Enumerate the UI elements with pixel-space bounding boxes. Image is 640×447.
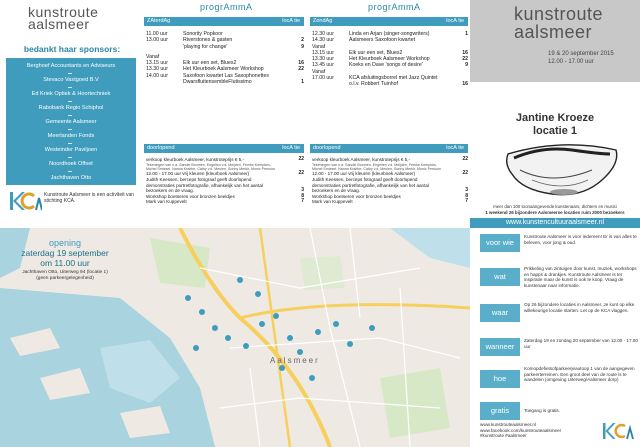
brand-header [470,0,640,82]
event-row: 13.15 uur Elk uur een set, Blues2 16 [146,60,304,67]
featured-column [470,0,640,222]
ongoing-row: demonstraties portretfotografie, afhankelijk van het aantal [146,182,263,188]
sponsor-item: Meerlanden Fonds [47,133,95,139]
sponsor-item: Berghoef Accountants en Adviseurs [26,63,116,69]
featured-artist [470,112,640,138]
text-where: Op 26 bijzondere locaties in Aalsmeer. Je kunt op elke willekeurige locatie starten. Let op de KCA vlaggen. [524,302,635,313]
divider [68,171,72,172]
saturday-header [144,17,304,26]
sculpture-bowl-image [502,140,622,200]
sunday-ongoing-header [310,144,468,153]
divider [68,87,72,88]
event-row: Vanaf [312,68,326,75]
text-what: Prikkeling van zintuigen door kunst, muziek, workshops en happs & drankjes. Kunstroute Aalsmeer is ter inspiratie maar de kunst is ook te koop. Vraag de kunstenaar naar informatie. [524,266,637,289]
divider [68,143,72,144]
text-for-whom: Kunstroute Aalsmeer is voor iedereen! Er is van alles te beleven, voor jong & oud. [524,234,637,245]
footer-links [480,422,561,439]
sponsor-column [0,0,140,222]
ongoing-row: demonstraties portretfotografie, afhankelijk van het aantal [312,182,429,188]
event-row: 13.15 uur Elk uur een set, Blues2 16 [312,49,468,56]
label-for-whom: voor wie [480,234,520,252]
day-label: ZAterdAg [147,18,171,24]
divider [68,73,72,74]
opening-time: om 11.00 uur [40,258,90,268]
event-row: 11.00 uur Sonority Popkoor [146,31,223,37]
program-title-sunday: progrAmmA [368,2,421,12]
text-free: Toegang is gratis. [524,408,561,413]
ongoing-row: verkoop kleurboek Aalsmeer, kunstroteprijs € 5,- 22 [146,156,304,162]
opening-location-line: (geen parkeergelegenheid) [36,276,94,281]
ongoing-row: Mark van Kuppevelt 7 [146,198,304,205]
label-where: waar [480,304,520,322]
footer-link[interactable]: www.kunstrouteaalsmeer.nl [480,422,536,427]
label-what: wat [480,268,520,286]
info-line: 1 weekend 26 bijzondere Aalsmeerse locaties ruim 2000 bezoekers [485,209,625,215]
event-row: Vanaf [146,53,160,60]
divider [68,101,72,102]
dates-text: 19 & 20 september 2015 [548,51,614,57]
sponsor-item: Stevaco Vastgoed B.V [43,77,99,83]
opening-location-line: Jachthaven Otto, Uiterweg 94 (locatie 1) [22,270,108,275]
brand-line-1: kunstroute [28,4,99,20]
location-column-label: locA tie [282,18,300,24]
event-row: 13.45 uur Koeks en Dave 'songs of desire' 9 [312,62,468,69]
ongoing-row: Tekeningen van o.a. Sandel Boomen, Engelien v.d. Meijden, Femke Kempkes, [312,162,437,167]
ongoing-row: Workshop boetseren voor bronzen beeldjes 8 [146,192,304,199]
label-free: gratis [480,402,520,420]
saturday-ongoing-list [146,157,304,205]
artist-name: Jantine Kroeze [515,112,595,124]
event-row: 14.30 uur Aalsmeers Saxofoon kwartet [312,37,416,44]
sunday-ongoing-list [312,157,468,205]
ongoing-row: Tekeningen van o.a. Sandel Boomen, Engelien v.d. Meijden, Femke Kempkes, [146,162,271,167]
location-column-label: locA tie [282,145,300,151]
divider [68,115,72,116]
ongoing-label: doorlopend [147,145,175,151]
sponsor-item: Rabobank Regio Schiphol [38,105,104,111]
day-label: ZondAg [313,18,333,24]
sponsor-item: Jachthaven Otto [50,175,92,181]
kca-logo-icon [10,190,42,212]
ongoing-row: 12.00 - 17.00 uur vrij kleuren (kleurboek Aalsmeer) 22 [312,170,468,177]
sponsor-list [6,58,136,185]
program-title-saturday: progrAmmA [200,2,253,12]
location-column-label: locA tie [446,145,464,151]
saturday-ongoing-header [144,144,304,153]
kca-description: Kunstroute Aalsmeer is een activiteit van stichting KCA. [44,192,135,204]
label-how: hoe [480,370,520,388]
saturday-events [146,31,304,85]
location-column-label: locA tie [446,18,464,24]
ongoing-row: Michel Smiesel, Nanna Krabbe, Cathy v.d. Meulen, Sonny Merkir, Monic Persoon [146,166,275,171]
ongoing-row: Judith Keessen, berceps fotograaf geeft doorlopend [312,176,418,182]
event-row: 17.00 uur KCA afsluitingsborrel met Jazz Quintet [312,75,438,82]
program-section [140,0,470,222]
brand-line-1: kunstroute [514,4,604,24]
info-lines [470,204,640,215]
kca-logo-icon [602,420,634,444]
opening-title: opening [48,238,82,248]
opening-location [0,270,130,282]
sunday-header [310,17,468,26]
event-row: 13.30 uur Het Kleurboek Aalsmeer Workshop 22 [146,66,304,73]
town-label: Aalsmeer [270,356,320,365]
event-row: 13.00 uur Riverstones & gasten 2 [146,37,304,44]
ongoing-row: bezoekers en de vraag. 3 [312,187,468,194]
label-when: wanneer [480,338,520,356]
brand-line-2: aalsmeer [514,22,593,42]
event-dates [548,50,614,66]
text-when: Zaterdag 19 en zondag 20 september van 12.00 - 17.00 uur [524,338,638,349]
info-line: meer dan 100 toonaangevende kunstenaars, dichters en musici [493,204,617,209]
artist-location: locatie 1 [532,125,578,137]
ongoing-row: verkoop kleurboek Aalsmeer, kunstroteprijs € 5,- 22 [312,156,468,162]
sponsor-item: Gemeente Aalsmeer [45,119,97,125]
event-row: 12.30 uur Linda en Arjan (singer-songwriters) 1 [312,31,468,37]
ongoing-row: Michel Smiesel, Nanna Krabbe, Cathy v.d. Meulen, Sonny Merkir, Monic Persoon [312,166,441,171]
route-map[interactable] [0,228,470,447]
hours-text: 12.00 - 17.00 uur [548,59,594,65]
website-link[interactable]: www.kunstencultuuraalsmeer.nl [470,218,640,228]
event-row: o.l.v. Robbert Tuinhof 16 [349,81,468,88]
info-rows [470,228,640,447]
sponsors-title: bedankt haar sponsors: [23,44,121,54]
sponsor-item: Westeinder Paviljoen [44,147,98,153]
ongoing-label: doorlopend [313,145,341,151]
text-how: Komopdefietsofparkeerjeautoop 1 van de aangegeven parkeerterreinen. Een groot deel van de route is te wandelen (omgeving Uiterweg/Aalsmeer dorp) [524,366,635,383]
opening-date: zaterdag 19 september [21,248,109,258]
ongoing-row: Mark van Kuppevelt 7 [312,198,468,205]
event-row: Vanaf [312,43,326,50]
ongoing-row: Workshop boetseren voor bronzen beeldjes 8 [312,192,468,199]
event-row: 14.00 uur Saxofoon kwartet Las Saxophonettes [146,72,269,79]
divider [68,129,72,130]
event-row: DwarsfluitensembleFlutissimo 1 [183,79,304,86]
footer-hashtags: #kunstroute #aalsmeer [480,433,527,439]
ongoing-row: bezoekers en de vraag. 3 [146,187,304,194]
event-row: 13.30 uur Het Kleurboek Aalsmeer Workshop 22 [312,56,468,63]
sunday-events [312,31,468,88]
opening-info [0,228,130,290]
brand-line-2: aalsmeer [28,16,90,32]
brand-logo-top [28,6,138,30]
event-row: 'playing for change' 9 [183,43,304,50]
ongoing-row: 12.00 - 17.00 uur vrij kleuren (kleurboek Aalsmeer) 22 [146,170,304,177]
ongoing-row: Judith Keessen, berceps fotograaf geeft doorlopend [146,176,252,182]
sponsor-item: Ed Kriek Optiek & Hoortechniek [31,91,111,97]
sponsor-item: Noordhoek Offset [49,161,93,167]
divider [68,157,72,158]
footer-link[interactable]: www.facebook.com/kunstrouteaalsmeer [480,427,562,433]
